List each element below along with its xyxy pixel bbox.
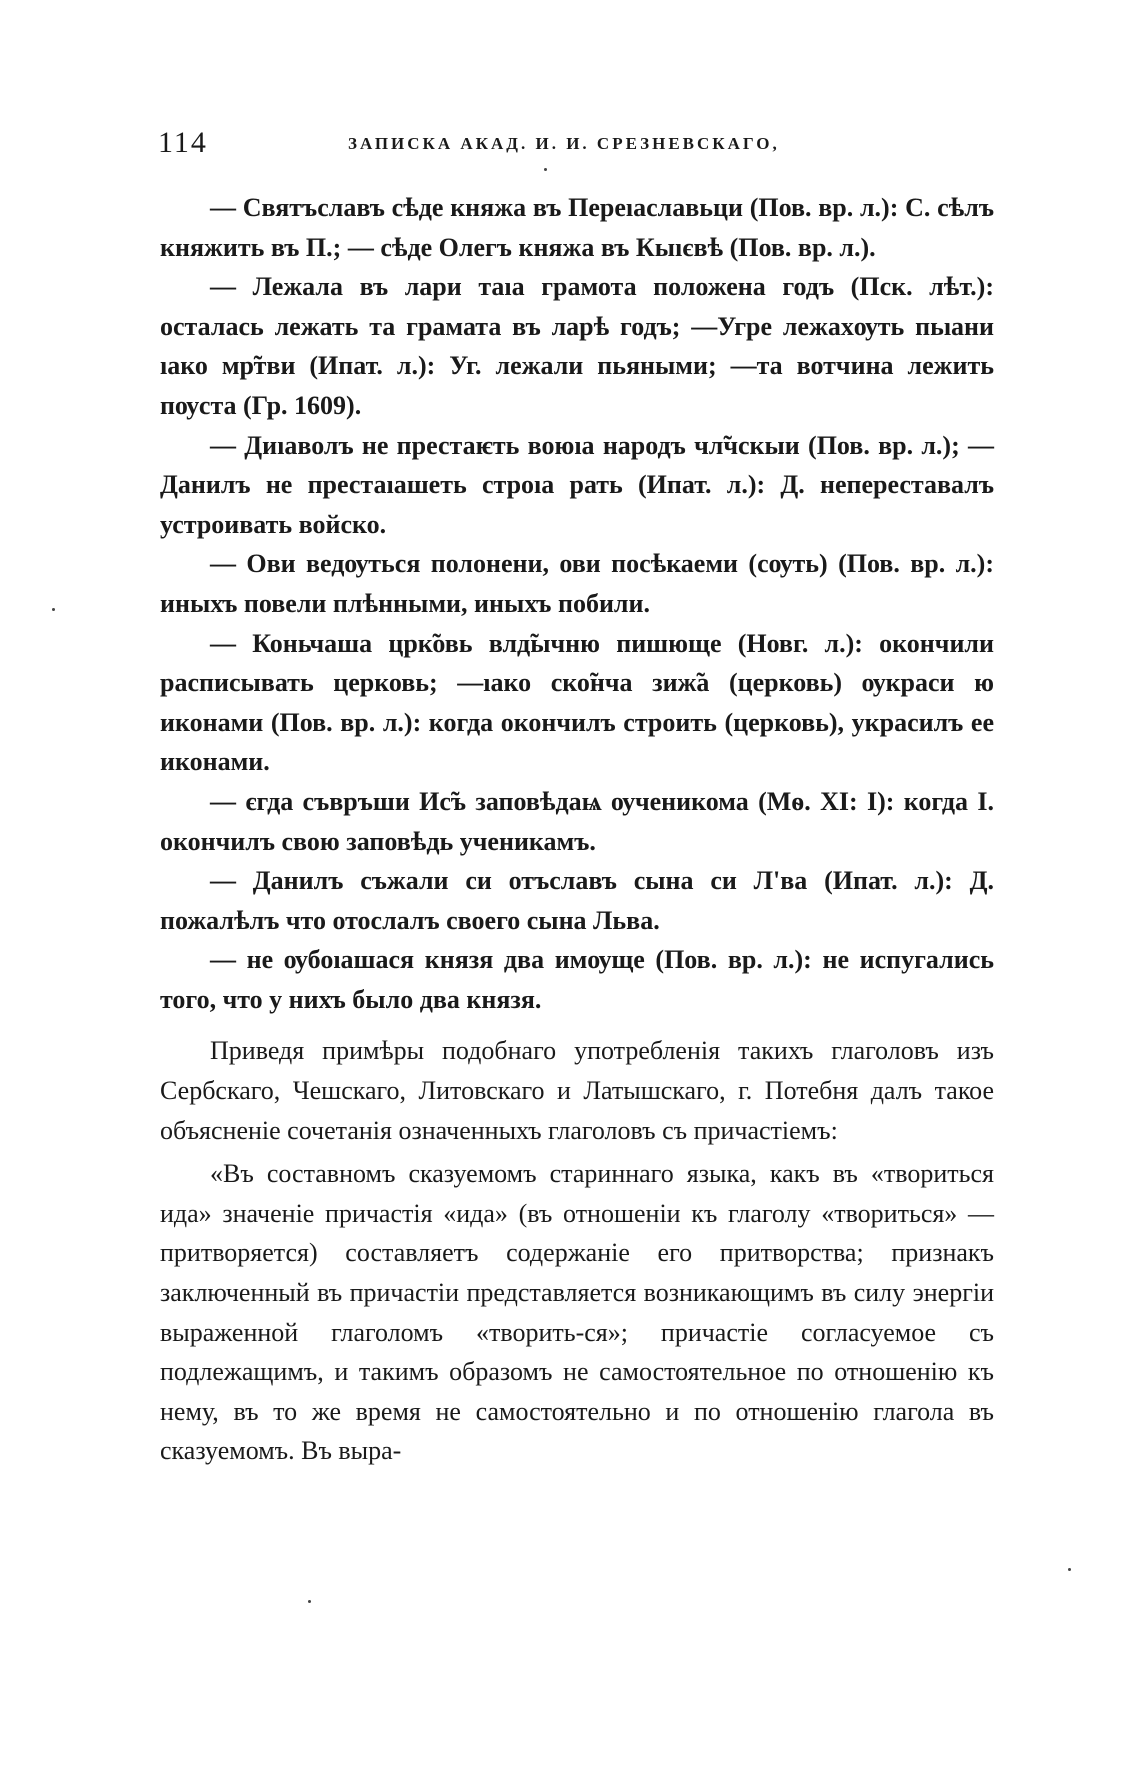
print-speck [544,168,547,171]
example-paragraph: — Лежала въ лари таıа грамота положена годъ (Пск. лѣт.): осталась лежать та грамата въ ларѣ годъ; —Угре лежахѹть пьıани ıако мр̃тви (Ипат. л.): Уг. лежали пьяными; —та вотчина лежить пѹста (Гр. 1609). [160,272,994,420]
example-paragraph: — не ѹбоıашася князя два имѹще (Пов. вр. л.): не испугались того, что у нихъ было два князя. [160,945,994,1014]
quote-paragraph: «Въ составномъ сказуемомъ стариннаго языка, какъ въ «твориться ида» значеніе причастія «ида» (въ отношеніи къ глаголу «твориться» — притворяется) составляетъ содержаніе его притворства; признакъ заключенный въ причастіи представляется возникающимъ въ силу энергіи выраженной глаголомъ «творить-ся»; причастіе согласуемое съ подлежащимъ, и такимъ образомъ не самостоятельное по отношенію къ нему, въ то же время не самостоятельно и по отношенію глагола въ сказуемомъ. Въ выра- [160,1159,994,1466]
running-title: ЗАПИСКА АКАД. И. И. СРЕЗНЕВСКАГО, [348,134,780,153]
example-paragraph: — Диıаволъ не престаѥть воюıа народъ чл̃чскыи (Пов. вр. л.); — Данилъ не престаıашеть строıа рать (Ипат. л.): Д. непереставалъ устроивать войско. [160,430,994,539]
print-speck [308,1600,311,1603]
example-paragraph: — єгда съвръши Ис̃ъ заповѣдаѩ ѹченикома (Мѳ. XI: I): когда І. окончилъ свою заповѣдь ученикамъ. [160,786,994,856]
text-paragraph: Приведя примѣры подобнаго употребленія такихъ глаголовъ изъ Сербскаго, Чешскаго, Литовскаго и Латышскаго, г. Потебня далъ такое объясненіе сочетанія означенныхъ глаголовъ съ причастіемъ: [160,1036,994,1145]
page-number: 114 [158,126,208,159]
body-text [160,188,994,1471]
print-speck [52,608,55,611]
example-paragraph: — Ови ведѹться полонени, ови посѣкаеми (сѹть) (Пов. вр. л.): иныхъ повели плѣнными, иныхъ побили. [160,549,994,618]
example-paragraph: — Святъславъ сѣде княжа въ Переıаславьци (Пов. вр. л.): С. сѣлъ княжить въ П.; — сѣде Олегъ княжа въ Кыıєвѣ (Пов. вр. л.). [160,193,994,262]
example-paragraph: — Данилъ съжали си отъславъ сына си Л'ва (Ипат. л.): Д. пожалѣлъ что отослалъ своего сына Льва. [160,866,994,935]
example-paragraph: — Коньчаша црк̃овь влд̃ычню пишюще (Новг. л.): окончили расписывать церковь; —ıако ско̃нча зиж̃а (церковь) ѹкраси ю иконами (Пов. вр. л.): когда окончилъ строить (церковь), украсилъ ее иконами. [160,628,994,777]
print-speck [1068,1568,1071,1571]
page-header [158,126,998,166]
